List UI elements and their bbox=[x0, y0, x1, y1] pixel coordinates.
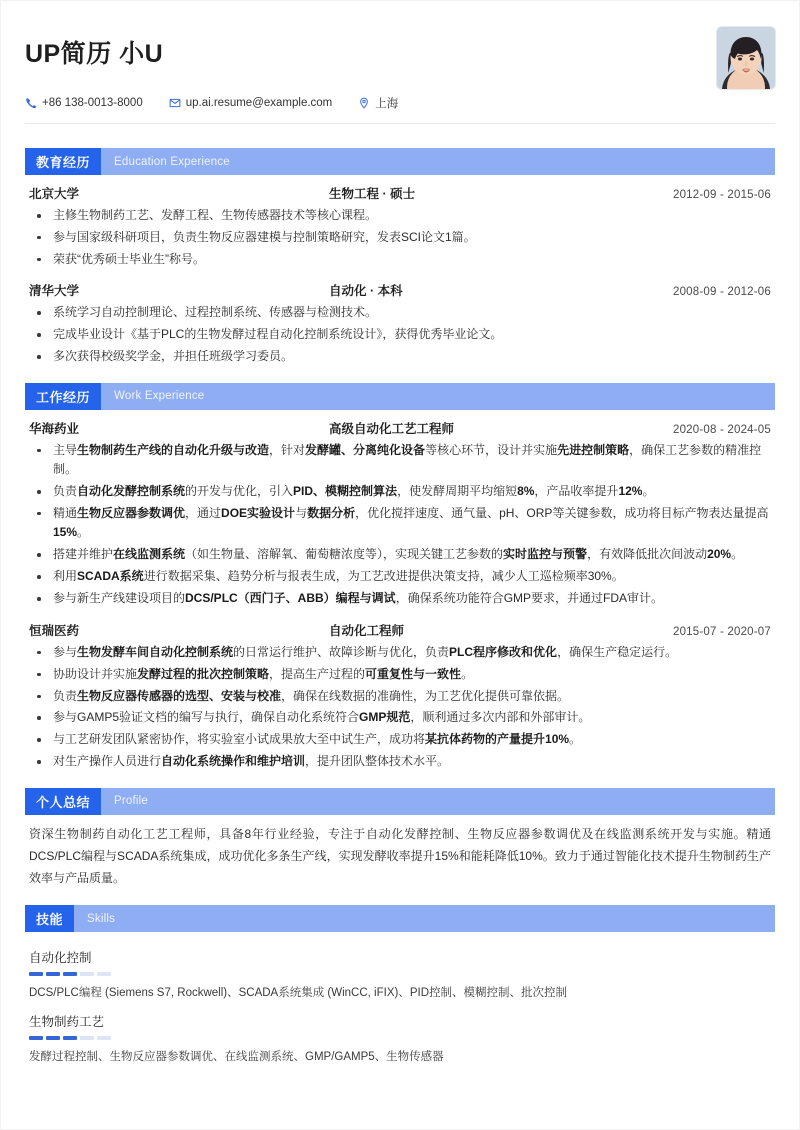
bullet-item: 主导生物制药生产线的自动化升级与改造，针对发酵罐、分离纯化设备等核心环节，设计并实施先进控制策略，确保工艺参数的精准控制。 bbox=[29, 441, 771, 480]
skill-level-meter bbox=[29, 1036, 771, 1040]
section-title-cn: 教育经历 bbox=[25, 148, 101, 175]
bullet-item: 主修生物制药工艺、发酵工程、生物传感器技术等核心课程。 bbox=[29, 206, 771, 225]
bullet-item: 参与国家级科研项目，负责生物反应器建模与控制策略研究，发表SCI论文1篇。 bbox=[29, 228, 771, 247]
bullet-item: 完成毕业设计《基于PLC的生物发酵过程自动化控制系统设计》，获得优秀毕业论文。 bbox=[29, 325, 771, 344]
section-title-en: Profile bbox=[114, 795, 149, 808]
skill-level-dash bbox=[97, 972, 111, 976]
entry-organization: 清华大学 bbox=[29, 284, 80, 299]
skill-name: 生物制药工艺 bbox=[29, 1014, 105, 1029]
contact-phone-value: +86 138-0013-8000 bbox=[42, 97, 143, 109]
bullet-item: 多次获得校级奖学金，并担任班级学习委员。 bbox=[29, 347, 771, 366]
entry-title: 自动化 · 本科 bbox=[329, 284, 403, 299]
skill-level-meter bbox=[29, 972, 771, 976]
entry-header bbox=[29, 184, 771, 202]
work-entry bbox=[29, 419, 771, 609]
entry-bullets bbox=[29, 303, 771, 366]
contact-location-value: 上海 bbox=[375, 98, 399, 110]
entry-date: 2008-09 - 2012-06 bbox=[672, 286, 771, 299]
section-body-work bbox=[25, 410, 775, 772]
skill-level-dash bbox=[29, 1036, 43, 1040]
skill-level-dash bbox=[80, 1036, 94, 1040]
skill-level-dash bbox=[29, 972, 43, 976]
phone-icon bbox=[25, 97, 37, 109]
entry-title: 高级自动化工艺工程师 bbox=[329, 421, 455, 436]
education-entry bbox=[29, 184, 771, 269]
work-entry bbox=[29, 621, 771, 772]
section-title-en: Education Experience bbox=[114, 155, 230, 168]
section-header-education bbox=[25, 148, 775, 175]
section-skills bbox=[25, 905, 775, 1066]
skill-level-dash bbox=[46, 1036, 60, 1040]
section-education bbox=[25, 148, 775, 367]
avatar bbox=[717, 27, 775, 89]
skill-level-dash bbox=[46, 972, 60, 976]
contact-row bbox=[25, 95, 775, 123]
entry-title: 生物工程 · 硕士 bbox=[329, 187, 416, 201]
entry-header bbox=[29, 419, 771, 437]
entry-header bbox=[29, 621, 771, 639]
page-title: UP简历 小U bbox=[25, 40, 164, 68]
section-header-work bbox=[25, 383, 775, 410]
profile-text: 资深生物制药自动化工艺工程师，具备8年行业经验，专注于自动化发酵控制、生物反应器参数调优及在线监测系统开发与实施。精通DCS/PLC编程与SCADA系统集成，成功优化多条生产线，实现发酵收率提升15%和能耗降低10%。致力于通过智能化技术提升生物制药生产效率与产品质量。 bbox=[29, 826, 771, 886]
section-profile bbox=[25, 788, 775, 890]
skill-description: 发酵过程控制、生物反应器参数调优、在线监测系统、GMP/GAMP5、生物传感器 bbox=[29, 1050, 444, 1063]
bullet-item: 搭建并维护在线监测系统（如生物量、溶解氧、葡萄糖浓度等），实现关键工艺参数的实时监控与预警，有效降低批次间波动20%。 bbox=[29, 545, 771, 564]
entry-title: 自动化工程师 bbox=[329, 623, 405, 638]
skill-name: 自动化控制 bbox=[29, 951, 92, 966]
bullet-item: 负责生物反应器传感器的选型、安装与校准，确保在线数据的准确性，为工艺优化提供可靠依据。 bbox=[29, 687, 771, 706]
section-title-en: Skills bbox=[87, 912, 116, 925]
contact-phone bbox=[25, 97, 143, 109]
entry-date: 2012-09 - 2015-06 bbox=[672, 189, 771, 201]
bullet-item: 参与新生产线建设项目的DCS/PLC（西门子、ABB）编程与调试，确保系统功能符合GMP要求，并通过FDA审计。 bbox=[29, 589, 771, 608]
education-entry bbox=[29, 281, 771, 366]
entry-organization: 华海药业 bbox=[29, 421, 80, 436]
header-divider bbox=[25, 123, 775, 124]
section-title-cn: 工作经历 bbox=[25, 383, 101, 410]
location-pin-icon bbox=[358, 97, 370, 109]
contact-location bbox=[358, 95, 398, 111]
skill-level-dash bbox=[63, 1036, 77, 1040]
section-work bbox=[25, 383, 775, 772]
entry-header bbox=[29, 281, 771, 299]
entry-date: 2015-07 - 2020-07 bbox=[672, 625, 771, 638]
mail-icon bbox=[169, 97, 181, 109]
bullet-item: 系统学习自动控制理论、过程控制系统、传感器与检测技术。 bbox=[29, 303, 771, 322]
bullet-item: 与工艺研发团队紧密协作，将实验室小试成果放大至中试生产，成功将某抗体药物的产量提升10%。 bbox=[29, 730, 771, 749]
bullet-item: 利用SCADA系统进行数据采集、趋势分析与报表生成，为工艺改进提供决策支持，减少人工巡检频率30%。 bbox=[29, 567, 771, 586]
bullet-item: 参与GAMP5验证文档的编写与执行，确保自动化系统符合GMP规范，顺利通过多次内部和外部审计。 bbox=[29, 708, 771, 727]
section-body-education bbox=[25, 175, 775, 367]
entry-bullets bbox=[29, 206, 771, 269]
section-title-cn: 技能 bbox=[25, 905, 74, 932]
skill-level-dash bbox=[63, 972, 77, 976]
section-body-skills bbox=[25, 932, 775, 1066]
bullet-item: 负责自动化发酵控制系统的开发与优化，引入PID、模糊控制算法，使发酵周期平均缩短8%，产品收率提升12%。 bbox=[29, 482, 771, 501]
section-title-cn: 个人总结 bbox=[25, 788, 101, 815]
skill-item bbox=[29, 941, 771, 1002]
bullet-item: 荣获“优秀硕士毕业生”称号。 bbox=[29, 250, 771, 269]
bullet-item: 对生产操作人员进行自动化系统操作和维护培训，提升团队整体技术水平。 bbox=[29, 752, 771, 771]
resume-header bbox=[25, 1, 775, 132]
entry-organization: 北京大学 bbox=[29, 187, 80, 201]
skill-level-dash bbox=[97, 1036, 111, 1040]
bullet-item: 参与生物发酵车间自动化控制系统的日常运行维护、故障诊断与优化，负责PLC程序修改和优化，确保生产稳定运行。 bbox=[29, 643, 771, 662]
section-header-skills bbox=[25, 905, 775, 932]
contact-email bbox=[169, 97, 333, 109]
entry-bullets bbox=[29, 643, 771, 772]
bullet-item: 协助设计并实施发酵过程的批次控制策略，提高生产过程的可重复性与一致性。 bbox=[29, 665, 771, 684]
entry-organization: 恒瑞医药 bbox=[29, 623, 80, 638]
skill-item bbox=[29, 1003, 771, 1066]
skill-description: DCS/PLC编程 (Siemens S7, Rockwell)、SCADA系统集成 (WinCC, iFIX)、PID控制、模糊控制、批次控制 bbox=[29, 987, 567, 1000]
section-title-en: Work Experience bbox=[114, 390, 205, 403]
entry-bullets bbox=[29, 441, 771, 609]
bullet-item: 精通生物反应器参数调优，通过DOE实验设计与数据分析，优化搅拌速度、通气量、pH、ORP等关键参数，成功将目标产物表达量提高15%。 bbox=[29, 504, 771, 543]
skill-level-dash bbox=[80, 972, 94, 976]
section-header-profile bbox=[25, 788, 775, 815]
contact-email-value: up.ai.resume@example.com bbox=[185, 97, 333, 109]
entry-date: 2020-08 - 2024-05 bbox=[672, 423, 771, 436]
